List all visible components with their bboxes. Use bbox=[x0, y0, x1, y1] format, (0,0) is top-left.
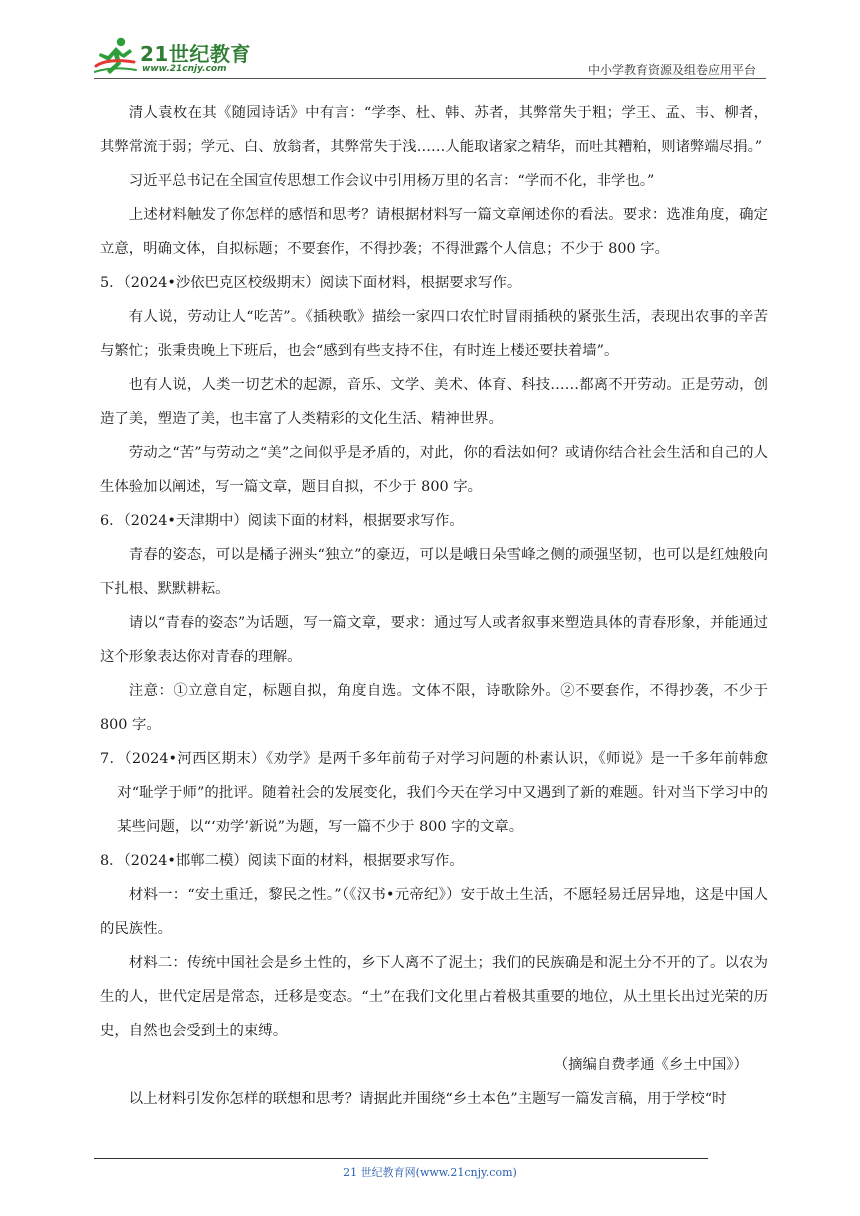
paragraph: 习近平总书记在全国宣传思想工作会议中引用杨万里的名言：“学而不化，非学也。” bbox=[128, 173, 655, 189]
paragraph: 清人袁枚在其《随园诗话》中有言：“学李、杜、韩、苏者，其弊常失于粗；学王、孟、韦、柳者，其弊常流于弱；学元、白、放翁者，其弊常失于浅……人能取诸家之精华，而吐其糟粕，则诸弊端尽捐。” bbox=[100, 105, 768, 155]
runner-logo-icon bbox=[94, 36, 138, 76]
paragraph: 有人说，劳动让人“吃苦”。《插秧歌》描绘一家四口农忙时冒雨插秧的紧张生活，表现出农事的辛苦与繁忙；张秉贵晚上下班后，也会“感到有些支持不住，有时连上楼还要扶着墙”。 bbox=[100, 309, 768, 359]
paragraph: 材料一：“安土重迁，黎民之性。”（《汉书•元帝纪》）安于故土生活，不愿轻易迁居异地，这是中国人的民族性。 bbox=[100, 887, 768, 937]
document-body bbox=[100, 96, 768, 1116]
page-footer: 21 世纪教育网(www.21cnjy.com) bbox=[343, 1166, 517, 1179]
question-5-heading: 5．（2024•沙依巴克区校级期末）阅读下面材料，根据要求写作。 bbox=[100, 275, 522, 291]
question-7: 7．（2024•河西区期末）《劝学》是两千多年前荀子对学习问题的朴素认识，《师说》是一千多年前韩愈对“耻学于师”的批评。随着社会的发展变化，我们今天在学习中又遇到了新的难题。针对当下学习中的某些问题，以“‘劝学’新说”为题，写一篇不少于 800 字的文章。 bbox=[100, 751, 768, 835]
paragraph: 请以“青春的姿态”为话题，写一篇文章，要求：通过写人或者叙事来塑造具体的青春形象，并能通过这个形象表达你对青春的理解。 bbox=[100, 615, 768, 665]
header-divider bbox=[94, 78, 766, 79]
paragraph: 也有人说，人类一切艺术的起源，音乐、文学、美术、体育、科技……都离不开劳动。正是劳动，创造了美，塑造了美，也丰富了人类精彩的文化生活、精神世界。 bbox=[100, 377, 768, 427]
paragraph: 上述材料触发了你怎样的感悟和思考？请根据材料写一篇文章阐述你的看法。要求：选准角度，确定立意，明确文体，自拟标题；不要套作，不得抄袭；不得泄露个人信息；不少于 800 字。 bbox=[100, 207, 768, 257]
page-header bbox=[94, 30, 766, 80]
platform-name: 中小学教育资源及组卷应用平台 bbox=[587, 63, 756, 77]
question-6-heading: 6．（2024•天津期中）阅读下面的材料，根据要求写作。 bbox=[100, 513, 464, 529]
paragraph: 青春的姿态，可以是橘子洲头“独立”的豪迈，可以是峨日朵雪峰之侧的顽强坚韧，也可以是红烛般向下扎根、默默耕耘。 bbox=[100, 547, 768, 597]
logo-brand-text: 21世纪教育 bbox=[140, 42, 251, 66]
paragraph: 以上材料引发你怎样的联想和思考？请据此并围绕“乡土本色”主题写一篇发言稿，用于学校“时 bbox=[128, 1091, 727, 1107]
paragraph: 劳动之“苦”与劳动之“美”之间似乎是矛盾的，对此，你的看法如何？或请你结合社会生活和自己的人生体验加以阐述，写一篇文章，题目自拟，不少于 800 字。 bbox=[100, 445, 768, 495]
paragraph: 注意：①立意自定，标题自拟，角度自选。文体不限，诗歌除外。②不要套作，不得抄袭，不少于 800 字。 bbox=[100, 683, 768, 733]
source-citation: （摘编自费孝通《乡土中国》） bbox=[553, 1057, 748, 1073]
logo bbox=[94, 36, 264, 76]
paragraph: 材料二：传统中国社会是乡土性的，乡下人离不了泥土；我们的民族确是和泥土分不开的了。以农为生的人，世代定居是常态，迁移是变态。“土”在我们文化里占着极其重要的地位，从土里长出过光荣的历史，自然也会受到土的束缚。 bbox=[100, 955, 768, 1039]
logo-url-text: www.21cnjy.com bbox=[142, 64, 227, 74]
question-8-heading: 8．（2024•邯郸二模）阅读下面的材料，根据要求写作。 bbox=[100, 853, 464, 869]
footer-divider bbox=[94, 1158, 708, 1159]
